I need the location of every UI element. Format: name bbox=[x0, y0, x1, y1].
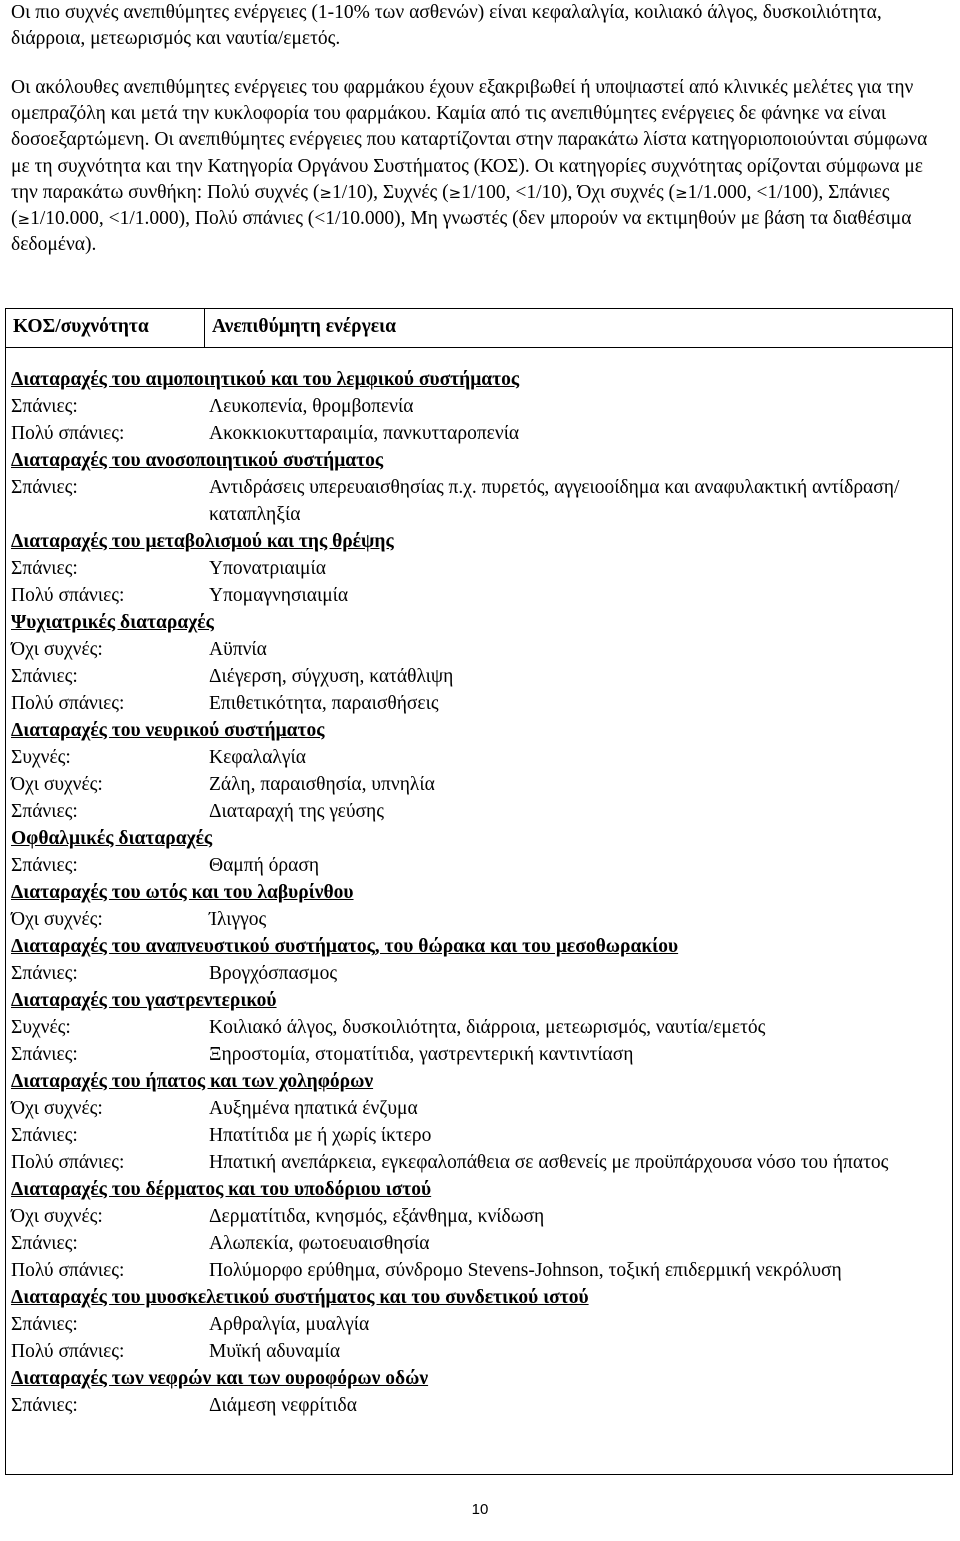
table-body bbox=[11, 366, 947, 1419]
table-row bbox=[11, 960, 947, 987]
section-heading: Διαταραχές των νεφρών και των ουροφόρων οδών bbox=[11, 1368, 429, 1389]
frequency-label: Σπάνιες: bbox=[11, 1044, 78, 1065]
frequency-label: Σπάνιες: bbox=[11, 666, 78, 687]
table-row bbox=[11, 393, 947, 420]
effect-text: Μυϊκή αδυναμία bbox=[209, 1341, 341, 1362]
page-number: 10 bbox=[471, 1501, 489, 1518]
table-row bbox=[11, 1311, 947, 1338]
intro-text: 1/10), Συχνές ( bbox=[331, 181, 449, 203]
frequency-label: Σπάνιες: bbox=[11, 1233, 78, 1254]
section-heading: Διαταραχές του ωτός και του λαβυρίνθου bbox=[11, 882, 354, 903]
intro-paragraph-common: Οι πιο συχνές ανεπιθύμητες ενέργειες (1-10% των ασθενών) είναι κεφαλαλγία, κοιλιακό άλγος, δυσκοιλιότητα, διάρροια, μετεωρισμός και ναυτία/εμετός. bbox=[11, 2, 882, 50]
frequency-label: Σπάνιες: bbox=[11, 855, 78, 876]
effect-text: Βρογχόσπασμος bbox=[209, 963, 338, 984]
effect-text: Αρθραλγία, μυαλγία bbox=[209, 1314, 370, 1335]
effect-text: Ζάλη, παραισθησία, υπνηλία bbox=[209, 774, 435, 795]
table-row bbox=[11, 744, 947, 771]
table-row bbox=[11, 852, 947, 879]
effect-text: Αλωπεκία, φωτοευαισθησία bbox=[209, 1233, 430, 1254]
ge-symbol: ≥ bbox=[17, 210, 31, 229]
table-row bbox=[11, 771, 947, 798]
frequency-label: Πολύ σπάνιες: bbox=[11, 423, 125, 444]
frequency-label: Όχι συχνές: bbox=[11, 1206, 103, 1227]
ge-symbol: ≥ bbox=[319, 183, 332, 202]
frequency-label: Σπάνιες: bbox=[11, 396, 78, 417]
frequency-label: Όχι συχνές: bbox=[11, 1098, 103, 1119]
table-row bbox=[11, 420, 947, 447]
effect-text: Πολύμορφο ερύθημα, σύνδρομο Stevens-Johnson, τοξική επιδερμική νεκρόλυση bbox=[209, 1260, 842, 1281]
effect-text: Ξηροστομία, στοματίτιδα, γαστρεντερική καντιντίαση bbox=[209, 1044, 634, 1065]
table-row bbox=[11, 474, 947, 528]
table-row bbox=[11, 1230, 947, 1257]
header-effect: Ανεπιθύμητη ενέργεια bbox=[212, 316, 396, 337]
section-heading: Διαταραχές του αιμοποιητικού και του λεμφικού συστήματος bbox=[11, 369, 520, 390]
table-row bbox=[11, 1122, 947, 1149]
section-heading: Διαταραχές του νευρικού συστήματος bbox=[11, 720, 325, 741]
section-heading: Διαταραχές του ήπατος και των χοληφόρων bbox=[11, 1071, 374, 1092]
section-heading: Ψυχιατρικές διαταραχές bbox=[11, 612, 214, 633]
table-row bbox=[11, 636, 947, 663]
frequency-label: Πολύ σπάνιες: bbox=[11, 693, 125, 714]
effect-text: Κοιλιακό άλγος, δυσκοιλιότητα, διάρροια, μετεωρισμός, ναυτία/εμετός bbox=[209, 1017, 766, 1038]
header-divider bbox=[204, 309, 205, 347]
effect-text: Λευκοπενία, θρομβοπενία bbox=[209, 396, 414, 417]
intro-text: 1/1.000, <1/100), Σπάνιες ( bbox=[11, 181, 890, 230]
effect-text: Διάμεση νεφρίτιδα bbox=[209, 1395, 357, 1416]
frequency-label: Συχνές: bbox=[11, 747, 71, 768]
effect-text: Διαταραχή της γεύσης bbox=[209, 801, 384, 822]
frequency-label: Πολύ σπάνιες: bbox=[11, 585, 125, 606]
table-row bbox=[11, 663, 947, 690]
header-frequency: ΚΟΣ/συχνότητα bbox=[13, 316, 149, 337]
table-row bbox=[11, 1392, 947, 1419]
frequency-label: Όχι συχνές: bbox=[11, 774, 103, 795]
intro-paragraph-frequency bbox=[11, 75, 947, 258]
effect-text: Ηπατίτιδα με ή χωρίς ίκτερο bbox=[209, 1125, 432, 1146]
table-row bbox=[11, 690, 947, 717]
frequency-label: Σπάνιες: bbox=[11, 801, 78, 822]
frequency-label: Συχνές: bbox=[11, 1017, 71, 1038]
effect-text: Ακοκκιοκυτταραιμία, πανκυτταροπενία bbox=[209, 423, 520, 444]
effect-text: Αυξημένα ηπατικά ένζυμα bbox=[209, 1098, 418, 1119]
section-heading: Διαταραχές του γαστρεντερικού bbox=[11, 990, 277, 1011]
frequency-label: Σπάνιες: bbox=[11, 558, 78, 579]
table-row bbox=[11, 1095, 947, 1122]
effect-text: Κεφαλαλγία bbox=[209, 747, 306, 768]
table-row bbox=[11, 1257, 947, 1284]
table-row bbox=[11, 1041, 947, 1068]
section-heading: Διαταραχές του μεταβολισμού και της θρέψης bbox=[11, 531, 394, 552]
frequency-label: Πολύ σπάνιες: bbox=[11, 1341, 125, 1362]
effect-text: Δερματίτιδα, κνησμός, εξάνθημα, κνίδωση bbox=[209, 1206, 545, 1227]
effect-text: Διέγερση, σύγχυση, κατάθλιψη bbox=[209, 666, 454, 687]
table-row bbox=[11, 906, 947, 933]
table-row bbox=[11, 798, 947, 825]
frequency-label: Πολύ σπάνιες: bbox=[11, 1152, 125, 1173]
frequency-label: Πολύ σπάνιες: bbox=[11, 1260, 125, 1281]
effect-text: Θαμπή όραση bbox=[209, 855, 320, 876]
section-heading: Διαταραχές του μυοσκελετικού συστήματος και του συνδετικού ιστού bbox=[11, 1287, 589, 1308]
effect-text: Υπομαγνησιαιμία bbox=[209, 585, 349, 606]
frequency-label: Σπάνιες: bbox=[11, 1125, 78, 1146]
table-row bbox=[11, 555, 947, 582]
table-row bbox=[11, 1203, 947, 1230]
frequency-label: Όχι συχνές: bbox=[11, 639, 103, 660]
intro-text: Οι ακόλουθες ανεπιθύμητες ενέργειες του φαρμάκου έχουν εξακριβωθεί ή υποψιαστεί από κλινικές μελέτες για την ομεπραζόλη και μετά την κυκλοφορία του φαρμάκου. Καμία από τις ανεπιθύμητες ενέργειες δε φάνηκε να είναι δοσοεξαρτώμενη. Οι ανεπιθύμητες ενέργειες που καταρτίζονται στην παρακάτω λίστα κατηγοριοποιούνται σύμφωνα με τη συχνότητα και την Κατηγορία Οργάνου Συστήματος (ΚΟΣ). Οι κατηγορίες συχνότητας ορίζονται σύμφωνα με την παρακάτω συνθήκη: Πολύ συχνές ( bbox=[11, 77, 928, 203]
frequency-label: Όχι συχνές: bbox=[11, 909, 103, 930]
ge-symbol: ≥ bbox=[675, 183, 688, 202]
adverse-effects-table bbox=[5, 308, 953, 1475]
table-row bbox=[11, 1149, 947, 1176]
section-heading: Διαταραχές του δέρματος και του υποδόριου ιστού bbox=[11, 1179, 432, 1200]
section-heading: Διαταραχές του ανοσοποιητικού συστήματος bbox=[11, 450, 384, 471]
frequency-label: Σπάνιες: bbox=[11, 1314, 78, 1335]
effect-text: Επιθετικότητα, παραισθήσεις bbox=[209, 693, 439, 714]
effect-text: Υπονατριαιμία bbox=[209, 558, 326, 579]
effect-text: Αντιδράσεις υπερευαισθησίας π.χ. πυρετός, αγγειοοίδημα και αναφυλακτική αντίδραση/καταπληξία bbox=[209, 477, 900, 525]
effect-text: Αϋπνία bbox=[209, 639, 267, 660]
section-heading: Οφθαλμικές διαταραχές bbox=[11, 828, 213, 849]
intro-text: 1/100, <1/10), Όχι συχνές ( bbox=[461, 181, 676, 203]
table-row bbox=[11, 1014, 947, 1041]
header-underline bbox=[6, 347, 952, 348]
intro-text: 1/10.000, <1/1.000), Πολύ σπάνιες (<1/10.000), Μη γνωστές (δεν μπορούν να εκτιμηθούν με βάση τα διαθέσιμα δεδομένα). bbox=[11, 208, 912, 256]
frequency-label: Σπάνιες: bbox=[11, 477, 78, 498]
frequency-label: Σπάνιες: bbox=[11, 963, 78, 984]
effect-text: Ίλιγγος bbox=[209, 909, 267, 930]
section-heading: Διαταραχές του αναπνευστικού συστήματος, του θώρακα και του μεσοθωρακίου bbox=[11, 936, 679, 957]
effect-text: Ηπατική ανεπάρκεια, εγκεφαλοπάθεια σε ασθενείς με προϋπάρχουσα νόσο του ήπατος bbox=[209, 1152, 889, 1173]
table-row bbox=[11, 1338, 947, 1365]
ge-symbol: ≥ bbox=[448, 183, 462, 202]
frequency-label: Σπάνιες: bbox=[11, 1395, 78, 1416]
table-row bbox=[11, 582, 947, 609]
